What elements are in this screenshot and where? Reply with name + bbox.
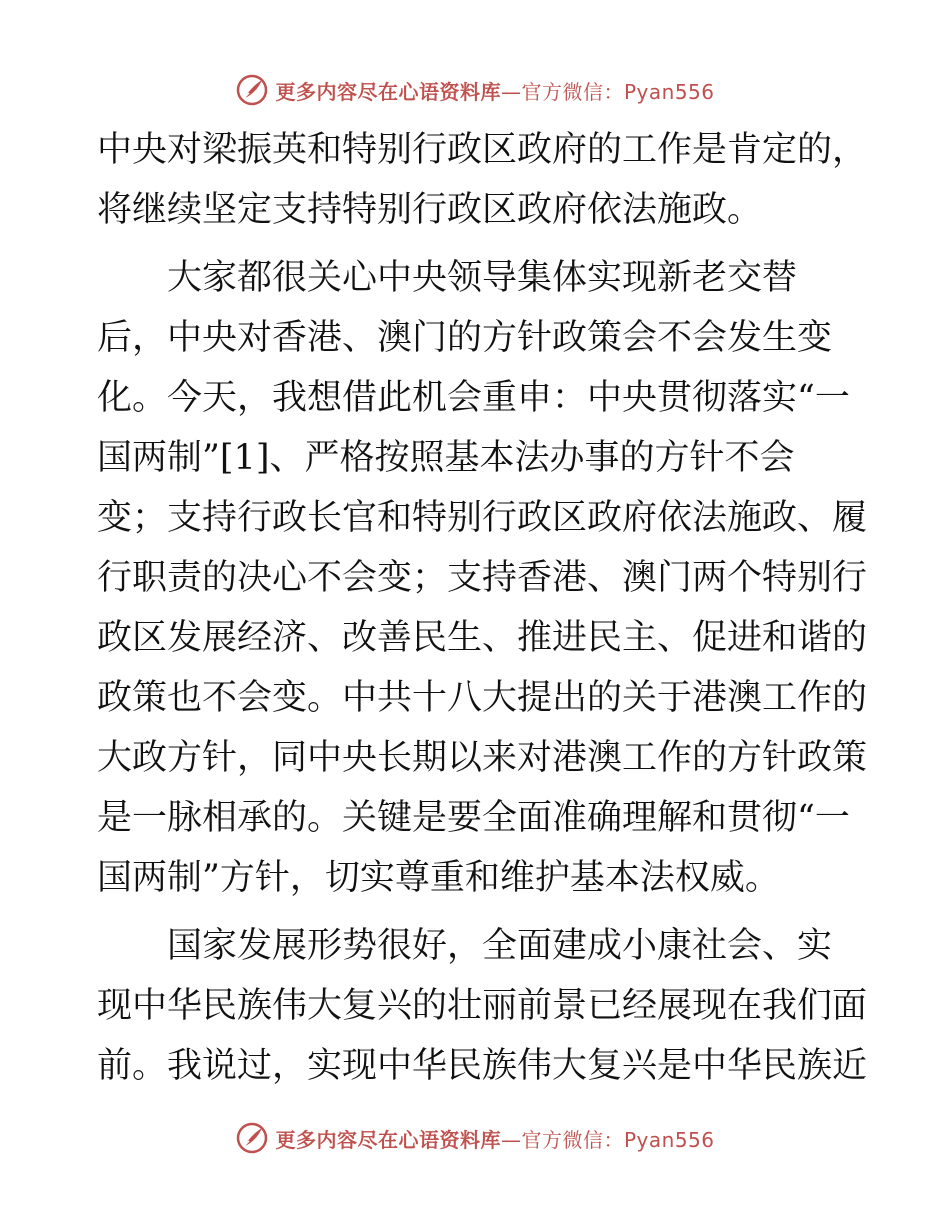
paragraph-3 <box>97 916 868 1096</box>
banner-separator: — <box>500 1127 522 1152</box>
banner-wechat-id: Pyan556 <box>623 79 715 104</box>
text-line: 前。我说过，实现中华民族伟大复兴是中华民族近 <box>97 1046 868 1086</box>
footer-banner <box>0 1118 950 1158</box>
banner-wechat-label: 官方微信： <box>521 1127 624 1152</box>
document-body <box>97 120 868 1096</box>
text-line: 是一脉相承的。关键是要全面准确理解和贯彻“一 <box>97 798 850 838</box>
text-line: 大政方针，同中央长期以来对港澳工作的方针政策 <box>97 738 868 778</box>
text-line: 中央对梁振英和特别行政区政府的工作是肯定的， <box>97 130 868 170</box>
text-line: 大家都很关心中央领导集体实现新老交替 <box>97 258 798 298</box>
text-line: 化。今天，我想借此机会重申：中央贯彻落实“一 <box>97 378 850 418</box>
text-line: 国两制”方针，切实尊重和维护基本法权威。 <box>97 858 780 898</box>
feather-pen-logo-icon <box>235 73 269 107</box>
text-line: 政区发展经济、改善民生、推进民主、促进和谐的 <box>97 618 868 658</box>
header-banner <box>0 70 950 110</box>
banner-separator: — <box>500 79 522 104</box>
banner-wechat-label: 官方微信： <box>521 79 624 104</box>
paragraph-1 <box>97 120 868 240</box>
text-line: 行职责的决心不会变；支持香港、澳门两个特别行 <box>97 558 868 598</box>
banner-text <box>275 1124 714 1153</box>
text-line: 现中华民族伟大复兴的壮丽前景已经展现在我们面 <box>97 986 868 1026</box>
banner-text <box>275 76 714 105</box>
banner-brand: 更多内容尽在心语资料库 <box>275 1127 501 1152</box>
text-line: 变；支持行政长官和特别行政区政府依法施政、履 <box>97 498 868 538</box>
paragraph-2 <box>97 248 868 908</box>
banner-wechat-id: Pyan556 <box>623 1127 715 1152</box>
text-line: 政策也不会变。中共十八大提出的关于港澳工作的 <box>97 678 868 718</box>
text-line: 将继续坚定支持特别行政区政府依法施政。 <box>97 190 763 230</box>
feather-pen-logo-icon <box>235 1121 269 1155</box>
banner-brand: 更多内容尽在心语资料库 <box>275 79 501 104</box>
text-line: 后，中央对香港、澳门的方针政策会不会发生变 <box>97 318 833 358</box>
text-line: 国家发展形势很好，全面建成小康社会、实 <box>97 926 833 966</box>
text-line: 国两制”[1]、严格按照基本法办事的方针不会 <box>97 438 795 478</box>
